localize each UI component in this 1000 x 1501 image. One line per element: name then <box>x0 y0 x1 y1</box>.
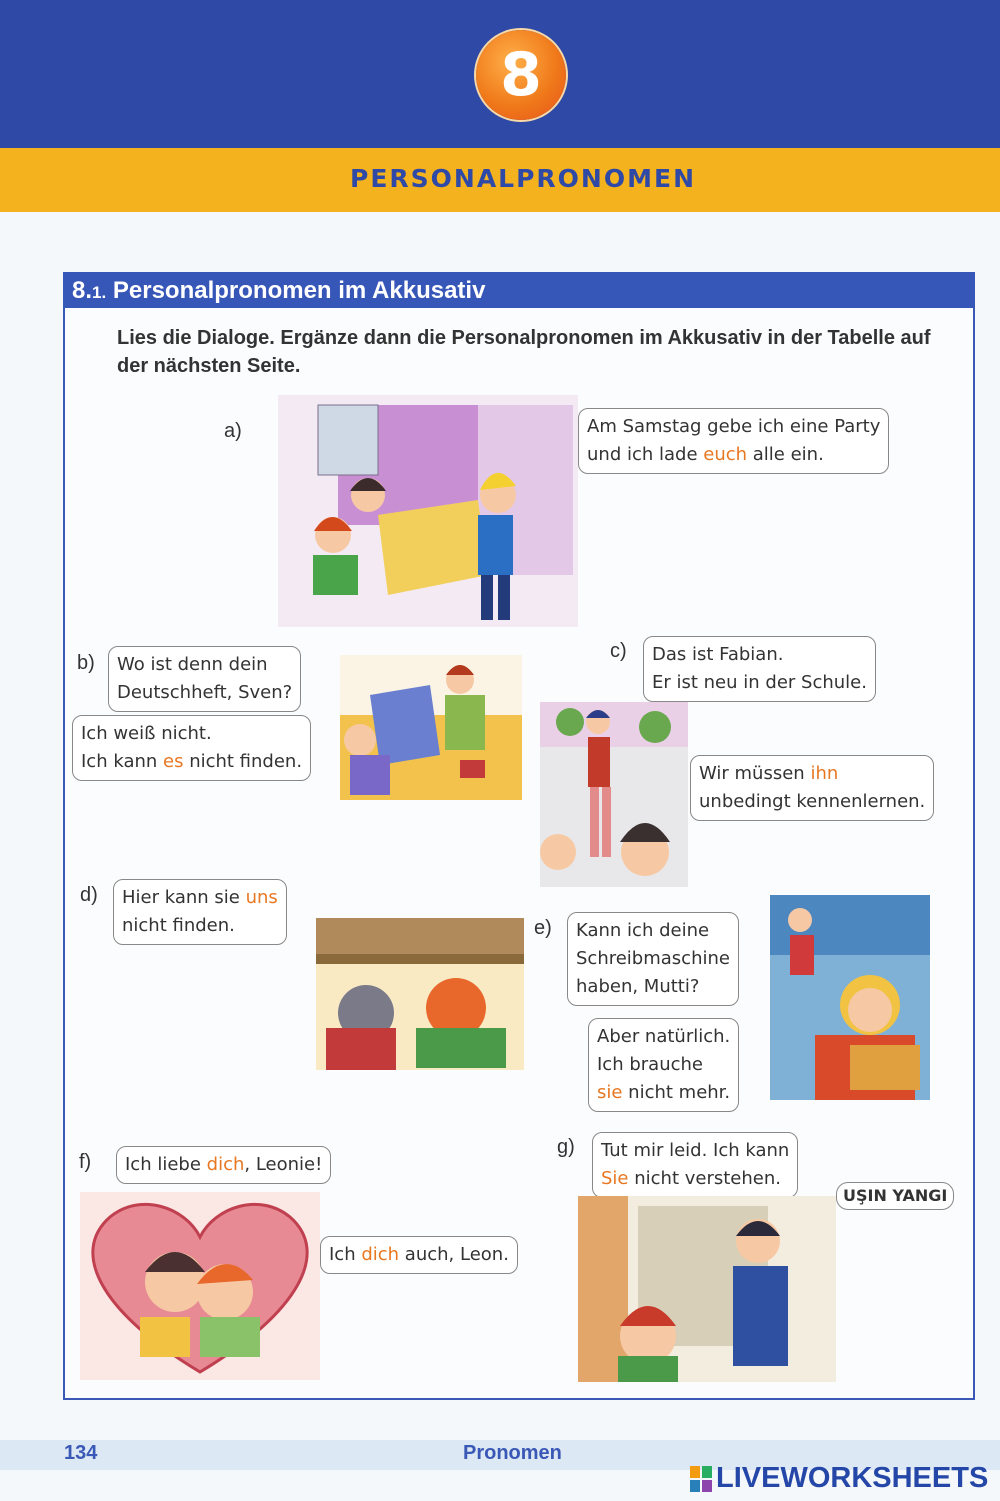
pronoun-Sie: Sie <box>601 1168 629 1189</box>
pronoun-dich-2: dich <box>361 1244 400 1265</box>
speech-bubble-f2: Ich dich auch, Leon. <box>320 1236 518 1274</box>
speech-bubble-e2: Aber natürlich. Ich brauche sie nicht mehr. <box>588 1018 739 1112</box>
instruction-text: Lies die Dialoge. Ergänze dann die Personalpronomen im Akkusativ in der Tabelle auf der nächsten Seite. <box>117 327 931 377</box>
dialog-g-label: g) <box>557 1136 575 1158</box>
pronoun-es: es <box>163 751 184 772</box>
dialog-e-label: e) <box>534 917 552 939</box>
illustration-c <box>540 702 688 887</box>
chapter-title: PERSONALPRONOMEN <box>350 164 696 193</box>
illustration-b <box>340 655 522 800</box>
dialog-f-label: f) <box>79 1151 92 1173</box>
illustration-d <box>316 918 524 1070</box>
illustration-f <box>80 1192 320 1380</box>
speech-bubble-f1: Ich liebe dich, Leonie! <box>116 1146 331 1184</box>
pronoun-sie: sie <box>597 1082 623 1103</box>
chapter-number-badge: 8 <box>476 30 566 120</box>
illustration-g <box>578 1196 836 1382</box>
section-heading: Personalpronomen im Akkusativ <box>112 277 486 304</box>
dialog-b-label: b) <box>77 652 95 674</box>
speech-bubble-e1: Kann ich deine Schreibmaschine haben, Mutti? <box>567 912 739 1006</box>
pronoun-dich-1: dich <box>206 1154 245 1175</box>
pronoun-ihn: ihn <box>810 763 839 784</box>
section-title <box>72 277 485 305</box>
page-number: 134 <box>64 1442 98 1464</box>
pronoun-uns: uns <box>245 887 278 908</box>
illustration-a <box>278 395 578 627</box>
footer-title: Pronomen <box>463 1442 562 1464</box>
pronoun-euch: euch <box>703 444 748 465</box>
speech-bubble-b1: Wo ist denn dein Deutschheft, Sven? <box>108 646 301 712</box>
speech-bubble-b2: Ich weiß nicht. Ich kann es nicht finden. <box>72 715 311 781</box>
illustration-e <box>770 895 930 1100</box>
speech-bubble-c2: Wir müssen ihn unbedingt kennenlernen. <box>690 755 934 821</box>
liveworksheets-logo-icon <box>690 1466 712 1494</box>
speech-bubble-g: Tut mir leid. Ich kann Sie nicht verstehen. <box>592 1132 798 1198</box>
speech-bubble-d: Hier kann sie uns nicht finden. <box>113 879 287 945</box>
speech-bubble-c1: Das ist Fabian. Er ist neu in der Schule. <box>643 636 876 702</box>
name-sign: UŞIN YANGI <box>836 1182 954 1210</box>
dialog-c-label: c) <box>610 640 627 662</box>
speech-bubble-a: Am Samstag gebe ich eine Party und ich lade euch alle ein. <box>578 408 889 474</box>
dialog-d-label: d) <box>80 884 98 906</box>
section-number: 8.1. <box>72 277 107 304</box>
dialog-a-label: a) <box>224 420 242 442</box>
liveworksheets-watermark[interactable]: LIVEWORKSHEETS <box>716 1462 989 1494</box>
